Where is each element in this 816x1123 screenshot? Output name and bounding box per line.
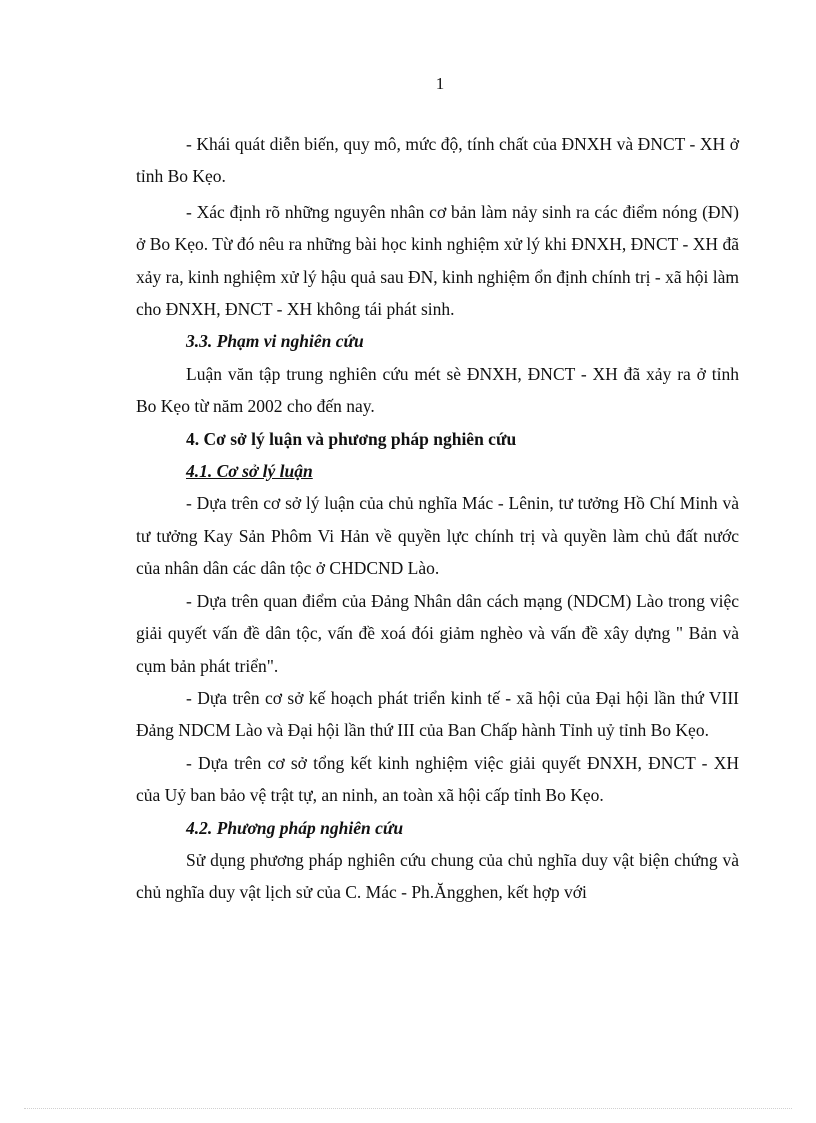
paragraph-marxism: - Dựa trên cơ sở lý luận của chủ nghĩa Mác - Lênin, tư tưởng Hồ Chí Minh và tư tưởng Kay Sản Phôm Vi Hản về quyền lực chính trị và quyền làm chủ đất nước của nhân dân các dân tộc ở CHDCND Lào. bbox=[136, 493, 739, 579]
heading-3-3-scope: 3.3. Phạm vi nghiên cứu bbox=[186, 331, 364, 352]
heading-4-1-theory bbox=[136, 455, 739, 487]
paragraph-plan: - Dựa trên cơ sở kế hoạch phát triển kinh tế - xã hội của Đại hội lần thứ VIII Đảng NDCM Lào và Đại hội lần thứ III của Ban Chấp hành Tỉnh uỷ tỉnh Bo Kẹo. bbox=[136, 687, 739, 741]
page-bottom-divider bbox=[24, 1108, 792, 1109]
heading-4-2-methods: 4.2. Phương pháp nghiên cứu bbox=[186, 817, 404, 838]
paragraph-overview: - Khái quát diễn biến, quy mô, mức độ, tính chất của ĐNXH và ĐNCT - XH ở tỉnh Bo Kẹo. bbox=[136, 134, 739, 187]
page-number: 1 bbox=[435, 74, 445, 93]
heading-4-1-text: 4.1. Cơ sở lý luận bbox=[186, 461, 313, 482]
document-body bbox=[136, 128, 739, 909]
paragraph-causes: - Xác định rõ những nguyên nhân cơ bản làm nảy sinh ra các điểm nóng (ĐN) ở Bo Kẹo. Từ đó nêu ra những bài học kinh nghiệm xử lý khi ĐNXH, ĐNCT - XH đã xảy ra, kinh nghiệm xử lý hậu quả sau ĐN, kinh nghiệm ổn định chính trị - xã hội làm cho ĐNXH, ĐNCT - XH không tái phát sinh. bbox=[136, 201, 739, 320]
paragraph-experience: - Dựa trên cơ sở tổng kết kinh nghiệm việc giải quyết ĐNXH, ĐNCT - XH của Uỷ ban bảo vệ trật tự, an ninh, an toàn xã hội cấp tỉnh Bo Kẹo. bbox=[136, 752, 739, 806]
paragraph-methods: Sử dụng phương pháp nghiên cứu chung của chủ nghĩa duy vật biện chứng và chủ nghĩa duy vật lịch sử của C. Mác - Ph.Ăngghen, kết hợp với bbox=[136, 849, 739, 903]
heading-4-basis-methods: 4. Cơ sở lý luận và phương pháp nghiên cứu bbox=[186, 428, 517, 449]
paragraph-scope: Luận văn tập trung nghiên cứu mét sè ĐNXH, ĐNCT - XH đã xảy ra ở tỉnh Bo Kẹo từ năm 2002 cho đến nay. bbox=[136, 363, 739, 417]
paragraph-party-view: - Dựa trên quan điểm của Đảng Nhân dân cách mạng (NDCM) Lào trong việc giải quyết vấn đề dân tộc, vấn đề xoá đói giảm nghèo và vấn đề xây dựng " Bản và cụm bản phát triển". bbox=[136, 590, 739, 676]
